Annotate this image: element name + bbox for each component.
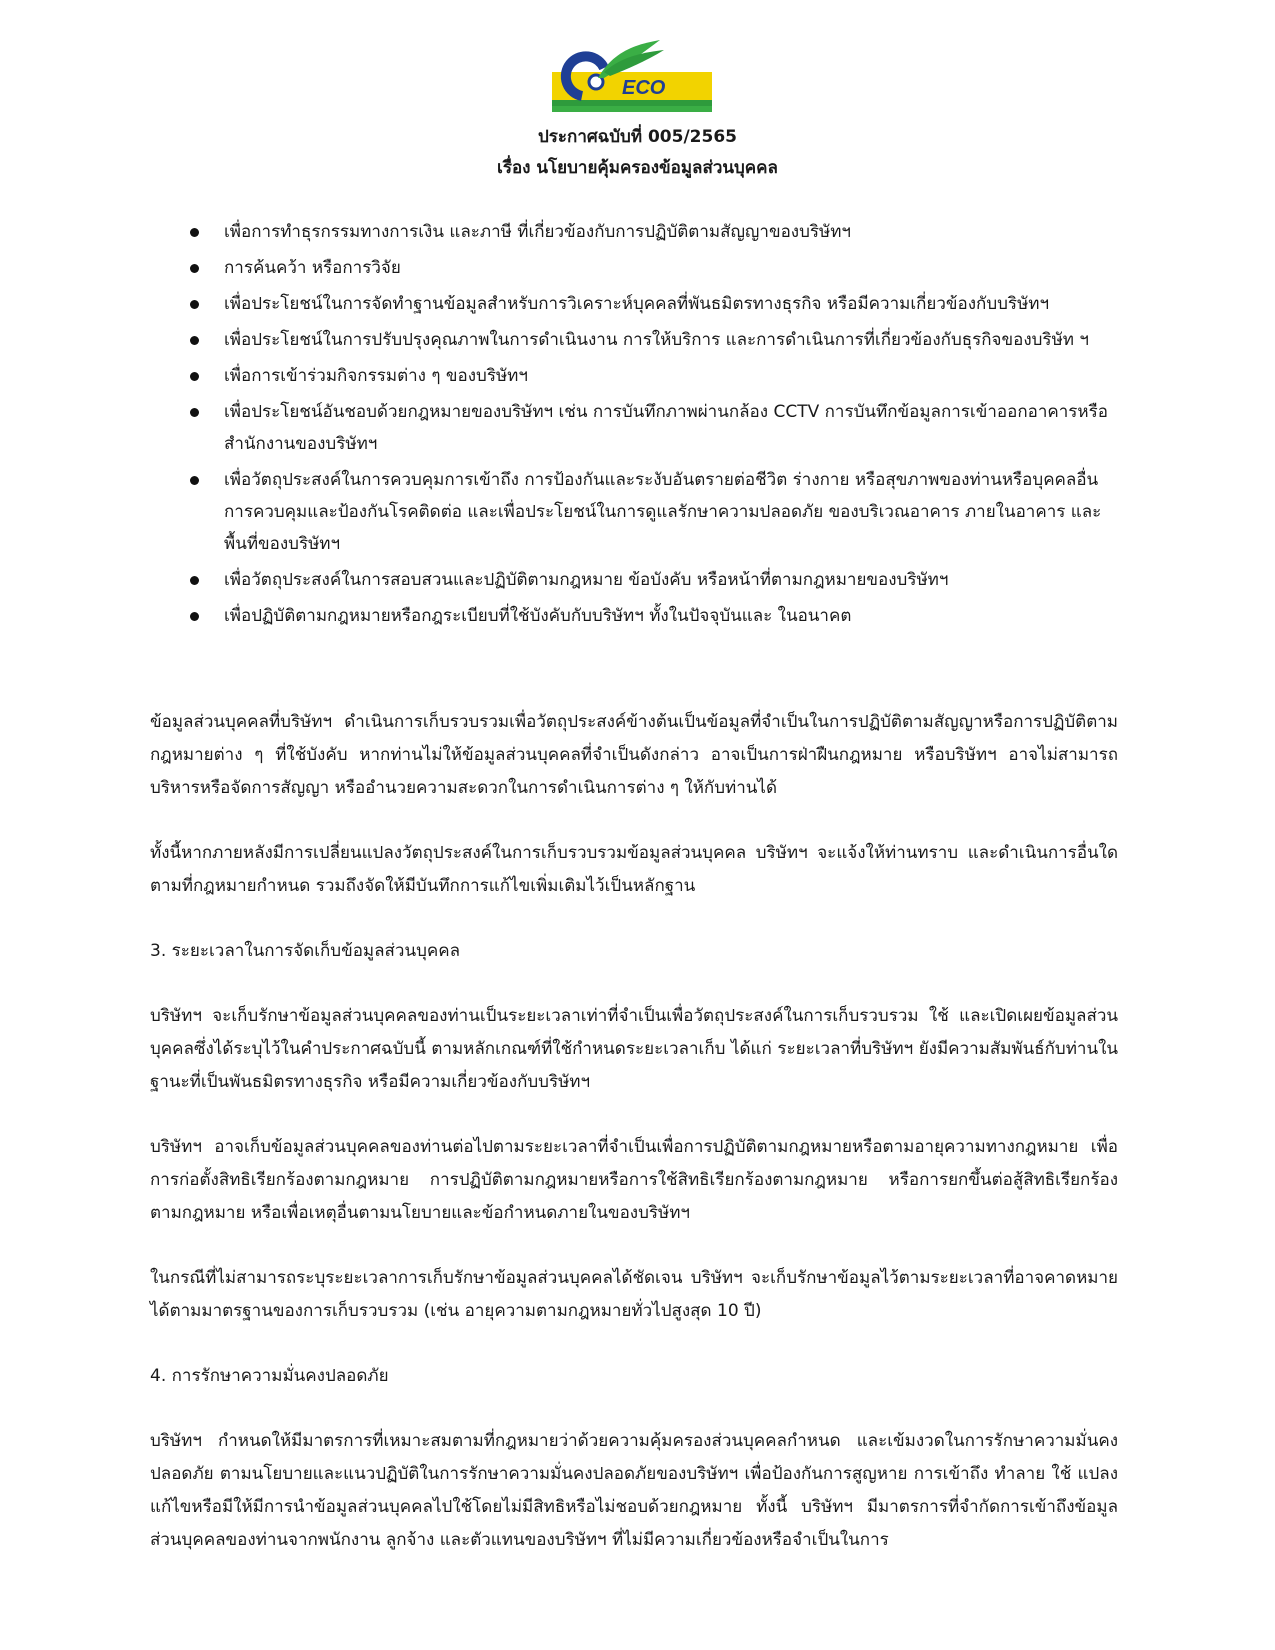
- bullet-icon: [190, 408, 199, 417]
- bullet-icon: [190, 264, 199, 273]
- bullet-icon: [190, 228, 199, 237]
- section-heading-retention: 3. ระยะเวลาในการจัดเก็บข้อมูลส่วนบุคคล: [150, 941, 461, 961]
- list-item: เพื่อวัตถุประสงค์ในการสอบสวนและปฏิบัติตามกฎหมาย ข้อบังคับ หรือหน้าที่ตามกฎหมายของบริษัทฯ: [150, 564, 1118, 596]
- paragraph-retention-period: บริษัทฯ จะเก็บรักษาข้อมูลส่วนบุคคลของท่านเป็นระยะเวลาเท่าที่จำเป็นเพื่อวัตถุประสงค์ในการเก็บรวบรวม ใช้ และเปิดเผยข้อมูลส่วนบุคคลซึ่งได้ระบุไว้ในคำประกาศฉบับนี้ ตามหลักเกณฑ์ที่ใช้กำหนดระยะเวลาเก็บ ได้แก่ ระยะเวลาที่บริษัทฯ ยังมีความสัมพันธ์กับท่านในฐานะที่เป็นพันธมิตรทางธุรกิจ หรือมีความเกี่ยวข้องกับบริษัทฯ: [150, 1006, 1118, 1092]
- bullet-icon: [190, 576, 199, 585]
- list-item: เพื่อประโยชน์ในการจัดทำฐานข้อมูลสำหรับการวิเคราะห์บุคคลที่พันธมิตรทางธุรกิจ หรือมีความเกี่ยวข้องกับบริษัทฯ: [150, 288, 1118, 320]
- bullet-icon: [190, 476, 199, 485]
- paragraph-retention-unspecified: ในกรณีที่ไม่สามารถระบุระยะเวลาการเก็บรักษาข้อมูลส่วนบุคคลได้ชัดเจน บริษัทฯ จะเก็บรักษาข้อมูลไว้ตามระยะเวลาที่อาจคาดหมายได้ตามมาตรฐานของการเก็บรวบรวม (เช่น อายุความตามกฎหมายทั่วไปสูงสุด 10 ปี): [150, 1268, 1118, 1321]
- list-item: เพื่อการทำธุรกรรมทางการเงิน และภาษี ที่เกี่ยวข้องกับการปฏิบัติตามสัญญาของบริษัทฯ: [150, 216, 1118, 248]
- paragraph-necessity: ข้อมูลส่วนบุคคลที่บริษัทฯ ดำเนินการเก็บรวบรวมเพื่อวัตถุประสงค์ข้างต้นเป็นข้อมูลที่จำเป็นในการปฏิบัติตามสัญญาหรือการปฏิบัติตามกฎหมายต่าง ๆ ที่ใช้บังคับ หากท่านไม่ให้ข้อมูลส่วนบุคคลที่จำเป็นดังกล่าว อาจเป็นการฝ่าฝืนกฎหมาย หรือบริษัทฯ อาจไม่สามารถบริหารหรือจัดการสัญญา หรืออำนวยความสะดวกในการดำเนินการต่าง ๆ ให้กับท่านได้: [150, 712, 1118, 798]
- purpose-list: [150, 216, 1118, 636]
- paragraph-change-notice: ทั้งนี้หากภายหลังมีการเปลี่ยนแปลงวัตถุประสงค์ในการเก็บรวบรวมข้อมูลส่วนบุคคล บริษัทฯ จะแจ้งให้ท่านทราบ และดำเนินการอื่นใดตามที่กฎหมายกำหนด รวมถึงจัดให้มีบันทึกการแก้ไขเพิ่มเติมไว้เป็นหลักฐาน: [150, 843, 1118, 896]
- eco-logo-text: ECO: [622, 77, 666, 99]
- bullet-icon: [190, 336, 199, 345]
- eco-logo: [552, 38, 712, 114]
- document-body: [150, 706, 1118, 1589]
- bullet-icon: [190, 372, 199, 381]
- list-item: เพื่อปฏิบัติตามกฎหมายหรือกฎระเบียบที่ใช้บังคับกับบริษัทฯ ทั้งในปัจจุบันและ ในอนาคต: [150, 600, 1118, 632]
- section-heading-security: 4. การรักษาความมั่นคงปลอดภัย: [150, 1366, 389, 1386]
- list-item: การค้นคว้า หรือการวิจัย: [150, 252, 1118, 284]
- list-item: เพื่อการเข้าร่วมกิจกรรมต่าง ๆ ของบริษัทฯ: [150, 360, 1118, 392]
- list-item: เพื่อประโยชน์ในการปรับปรุงคุณภาพในการดำเนินงาน การให้บริการ และการดำเนินการที่เกี่ยวข้องกับธุรกิจของบริษัท ฯ: [150, 324, 1118, 356]
- list-item: เพื่อประโยชน์อันชอบด้วยกฎหมายของบริษัทฯ เช่น การบันทึกภาพผ่านกล้อง CCTV การบันทึกข้อมูลการเข้าออกอาคารหรือสำนักงานของบริษัทฯ: [150, 396, 1118, 460]
- announcement-number: ประกาศฉบับที่ 005/2565: [538, 127, 737, 147]
- paragraph-security: บริษัทฯ กำหนดให้มีมาตรการที่เหมาะสมตามที่กฎหมายว่าด้วยความคุ้มครองส่วนบุคคลกำหนด และเข้มงวดในการรักษาความมั่นคงปลอดภัย ตามนโยบายและแนวปฏิบัติในการรักษาความมั่นคงปลอดภัยของบริษัทฯ เพื่อป้องกันการสูญหาย การเข้าถึง ทำลาย ใช้ แปลง แก้ไขหรือมีให้มีการนำข้อมูลส่วนบุคคลไปใช้โดยไม่มีสิทธิหรือไม่ชอบด้วยกฎหมาย ทั้งนี้ บริษัทฯ มีมาตรการที่จำกัดการเข้าถึงข้อมูลส่วนบุคคลของท่านจากพนักงาน ลูกจ้าง และตัวแทนของบริษัทฯ ที่ไม่มีความเกี่ยวข้องหรือจำเป็นในการ: [150, 1431, 1118, 1550]
- paragraph-retention-legal: บริษัทฯ อาจเก็บข้อมูลส่วนบุคคลของท่านต่อไปตามระยะเวลาที่จำเป็นเพื่อการปฏิบัติตามกฎหมายหรือตามอายุความทางกฎหมาย เพื่อการก่อตั้งสิทธิเรียกร้องตามกฎหมาย การปฏิบัติตามกฎหมายหรือการใช้สิทธิเรียกร้องตามกฎหมาย หรือการยกขึ้นต่อสู้สิทธิเรียกร้องตามกฎหมาย หรือเพื่อเหตุอื่นตามนโยบายและข้อกำหนดภายในของบริษัทฯ: [150, 1137, 1118, 1223]
- announcement-header: [0, 122, 1275, 184]
- announcement-subject: เรื่อง นโยบายคุ้มครองข้อมูลส่วนบุคคล: [497, 158, 778, 178]
- bullet-icon: [190, 300, 199, 309]
- bullet-icon: [190, 612, 199, 621]
- list-item: เพื่อวัตถุประสงค์ในการควบคุมการเข้าถึง การป้องกันและระงับอันตรายต่อชีวิต ร่างกาย หรือสุขภาพของท่านหรือบุคคลอื่น การควบคุมและป้องกันโรคติดต่อ และเพื่อประโยชน์ในการดูแลรักษาความปลอดภัย ของบริเวณอาคาร ภายในอาคาร และพื้นที่ของบริษัทฯ: [150, 464, 1118, 560]
